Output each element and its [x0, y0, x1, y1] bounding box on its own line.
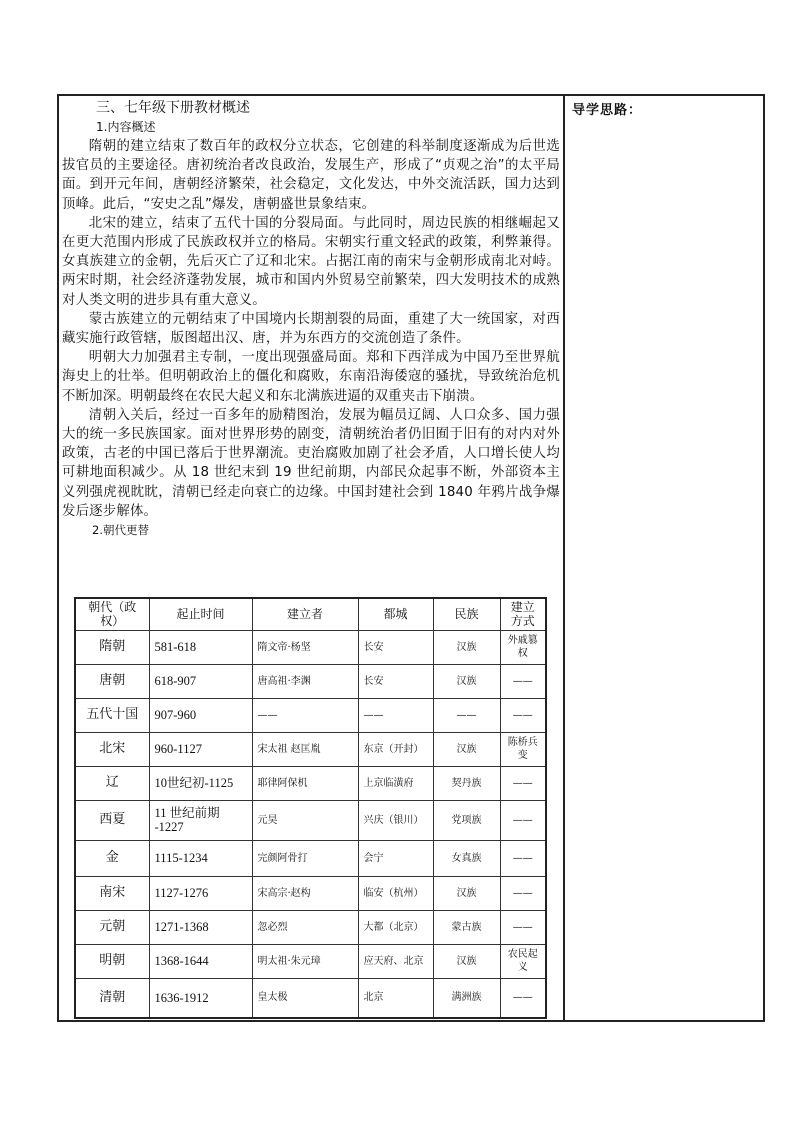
cell-dynasty: 元朝	[75, 910, 149, 944]
cell-founder: 完颜阿骨打	[252, 840, 358, 876]
cell-capital: 长安	[358, 630, 433, 664]
paragraph-ming: 明朝大力加强君主专制，一度出现强盛局面。郑和下西洋成为中国乃至世界航海史上的壮举。但明朝政治上的僵化和腐败，东南沿海倭寇的骚扰，导致统治危机不断加深。明朝最终在农民大起义和东北满族进逼的双重夹击下崩溃。	[62, 350, 560, 404]
paragraph-qing: 清朝入关后，经过一百多年的励精图治，发展为幅员辽阔、人口众多、国力强大的统一多民族国家。面对世界形势的剧变，清朝统治者仍旧囿于旧有的对内对外政策，古老的中国已落后于世界潮流。吏治腐败加剧了社会矛盾，人口增长使人均可耕地面积减少。从 18 世纪末到 19 世纪前期，内部民众起事不断，外部资本主义列强虎视眈眈，清朝已经走向衰亡的边缘。中国封建社会到 1840 年鸦片战争爆发后逐步解体。	[62, 407, 560, 519]
cell-dynasty: 清朝	[75, 978, 149, 1018]
cell-founder: 明太祖·朱元璋	[252, 944, 358, 978]
cell-period: 10世纪初-1125	[149, 766, 252, 800]
cell-period: 11 世纪前期 -1227	[149, 800, 252, 840]
table-row	[75, 910, 546, 944]
table-row	[75, 978, 546, 1018]
cell-dynasty: 金	[75, 840, 149, 876]
cell-ethnicity: 汉族	[433, 876, 500, 910]
guide-label: 导学思路：	[572, 103, 643, 118]
cell-dynasty: 辽	[75, 766, 149, 800]
cell-ethnicity: 汉族	[433, 630, 500, 664]
header-ethnicity: 民族	[433, 598, 500, 630]
section-title: 三、七年级下册教材概述	[96, 100, 250, 116]
cell-capital: 大都（北京）	[358, 910, 433, 944]
header-founder: 建立者	[252, 598, 358, 630]
header-dynasty: 朝代（政权）	[75, 598, 149, 630]
paragraph-song: 北宋的建立，结束了五代十国的分裂局面。与此同时，周边民族的相继崛起又在更大范围内形成了民族政权并立的格局。宋朝实行重文轻武的政策，利弊兼得。女真族建立的金朝，先后灭亡了辽和北宋。占据江南的南宋与金朝形成南北对峙。两宋时期，社会经济蓬勃发展，城市和国内外贸易空前繁荣，四大发明技术的成熟对人类文明的进步具有重大意义。	[62, 215, 560, 308]
cell-capital: 长安	[358, 664, 433, 698]
cell-founder: 隋文帝·杨坚	[252, 630, 358, 664]
cell-ethnicity: 契丹族	[433, 766, 500, 800]
cell-founder: 宋高宗·赵构	[252, 876, 358, 910]
cell-ethnicity: 满洲族	[433, 978, 500, 1018]
cell-dynasty: 五代十国	[75, 698, 149, 732]
cell-method: ——	[500, 840, 546, 876]
cell-method: ——	[500, 978, 546, 1018]
cell-dynasty: 隋朝	[75, 630, 149, 664]
header-period: 起止时间	[149, 598, 252, 630]
cell-method: ——	[500, 766, 546, 800]
table-row	[75, 840, 546, 876]
cell-founder: 耶律阿保机	[252, 766, 358, 800]
cell-dynasty: 西夏	[75, 800, 149, 840]
table-row	[75, 944, 546, 978]
cell-ethnicity: 汉族	[433, 732, 500, 766]
cell-period: 1271-1368	[149, 910, 252, 944]
cell-period: 618-907	[149, 664, 252, 698]
cell-capital: 上京临潢府	[358, 766, 433, 800]
cell-capital: 应天府、北京	[358, 944, 433, 978]
cell-ethnicity: 蒙古族	[433, 910, 500, 944]
cell-period: 1115-1234	[149, 840, 252, 876]
cell-ethnicity: 党项族	[433, 800, 500, 840]
cell-ethnicity: 汉族	[433, 664, 500, 698]
table-row	[75, 800, 546, 840]
cell-dynasty: 北宋	[75, 732, 149, 766]
table-row	[75, 630, 546, 664]
cell-period: 960-1127	[149, 732, 252, 766]
cell-capital: 临安（杭州）	[358, 876, 433, 910]
cell-capital: 北京	[358, 978, 433, 1018]
table-row	[75, 766, 546, 800]
table-row	[75, 698, 546, 732]
table-row	[75, 876, 546, 910]
cell-founder: ——	[252, 698, 358, 732]
cell-founder: 唐高祖·李渊	[252, 664, 358, 698]
subsection-overview: 1.内容概述	[96, 120, 156, 134]
subsection-dynasties: 2.朝代更替	[92, 523, 149, 538]
table-row	[75, 664, 546, 698]
table-header-row	[75, 598, 546, 630]
cell-method: ——	[500, 800, 546, 840]
cell-ethnicity: 汉族	[433, 944, 500, 978]
cell-period: 581-618	[149, 630, 252, 664]
cell-method: ——	[500, 910, 546, 944]
paragraph-yuan: 蒙古族建立的元朝结束了中国境内长期割裂的局面，重建了大一统国家，对西藏实施行政管辖，版图超出汉、唐，并为东西方的交流创造了条件。	[62, 311, 560, 347]
cell-capital: ——	[358, 698, 433, 732]
cell-method: ——	[500, 876, 546, 910]
cell-period: 907-960	[149, 698, 252, 732]
header-capital: 都城	[358, 598, 433, 630]
cell-method: 农民起义	[500, 944, 546, 978]
cell-period: 1127-1276	[149, 876, 252, 910]
cell-founder: 元昊	[252, 800, 358, 840]
cell-period: 1368-1644	[149, 944, 252, 978]
cell-founder: 皇太极	[252, 978, 358, 1018]
cell-ethnicity: ——	[433, 698, 500, 732]
cell-period: 1636-1912	[149, 978, 252, 1018]
dynasty-table	[74, 597, 547, 1019]
cell-dynasty: 明朝	[75, 944, 149, 978]
cell-method: 外戚篡权	[500, 630, 546, 664]
cell-capital: 东京（开封）	[358, 732, 433, 766]
table-row	[75, 732, 546, 766]
cell-dynasty: 唐朝	[75, 664, 149, 698]
header-method: 建立方式	[500, 598, 546, 630]
column-divider	[563, 94, 565, 1022]
cell-method: ——	[500, 664, 546, 698]
cell-dynasty: 南宋	[75, 876, 149, 910]
cell-ethnicity: 女真族	[433, 840, 500, 876]
cell-method: ——	[500, 698, 546, 732]
cell-capital: 兴庆（银川）	[358, 800, 433, 840]
cell-method: 陈桥兵变	[500, 732, 546, 766]
paragraph-sui-tang: 隋朝的建立结束了数百年的政权分立状态，它创建的科举制度逐渐成为后世选拔官员的主要途径。唐初统治者改良政治，发展生产，形成了“贞观之治”的太平局面。到开元年间，唐朝经济繁荣，社会稳定，文化发达，中外交流活跃，国力达到顶峰。此后，“安史之乱”爆发，唐朝盛世景象结束。	[62, 139, 560, 212]
main-content	[62, 99, 560, 538]
cell-founder: 忽必烈	[252, 910, 358, 944]
cell-capital: 会宁	[358, 840, 433, 876]
cell-founder: 宋太祖 赵匡胤	[252, 732, 358, 766]
